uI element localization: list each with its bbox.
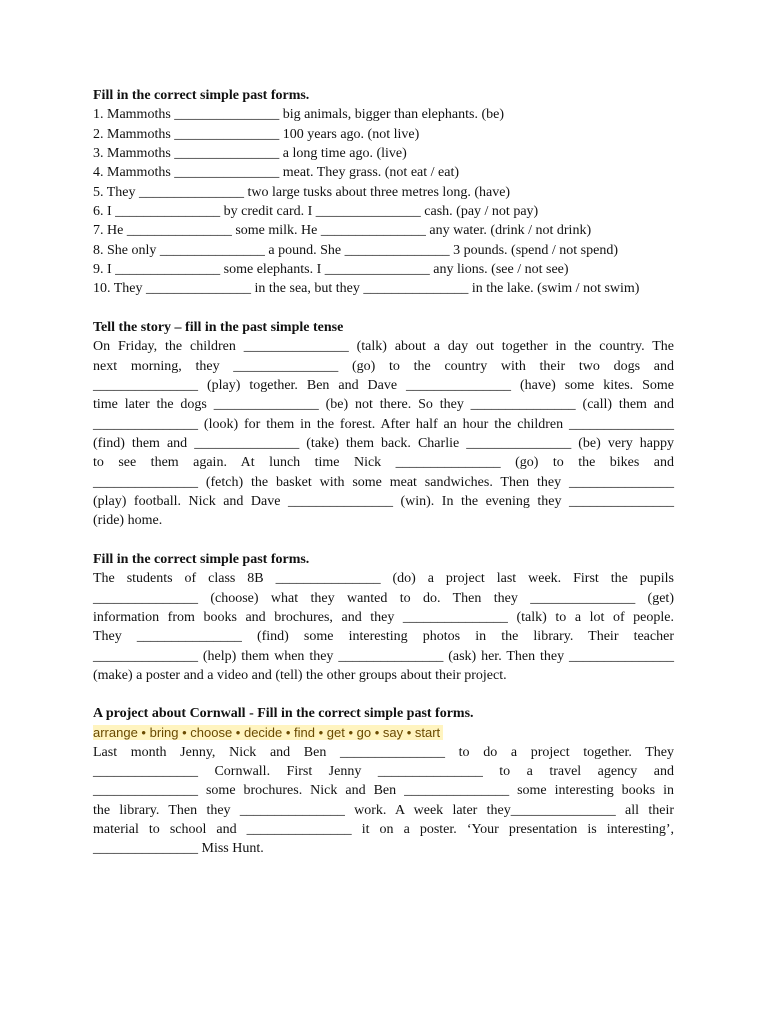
exercise-line: 4. Mammoths _______________ meat. They grass. (not eat / eat) [93, 165, 460, 181]
section-title: A project about Cornwall - Fill in the correct simple past forms. [93, 706, 474, 721]
story-line: the library. Then they _______________ work. A week later they_______________ all their [93, 802, 674, 818]
section-simple-past-mammoths [93, 86, 674, 299]
story-line: _______________ (fetch) the basket with some meat sandwiches. Then they _______________ [93, 474, 674, 490]
story-line: _______________ (look) for them in the forest. After half an hour the children _______________ [93, 416, 674, 432]
exercise-line: 1. Mammoths _______________ big animals, bigger than elephants. (be) [93, 107, 504, 123]
story-line: next morning, they _______________ (go) to the country with their two dogs and [93, 358, 674, 374]
story-line: (make) a poster and a video and (tell) the other groups about their project. [93, 667, 507, 683]
section-cornwall-project [93, 704, 674, 859]
story-line: (ride) home. [93, 513, 163, 529]
section-tell-the-story [93, 318, 674, 531]
story-line: to see them again. At lunch time Nick _______________ (go) to the bikes and [93, 455, 674, 471]
story-line: _______________ (choose) what they wanted to do. Then they _______________ (get) [93, 590, 674, 606]
story-line: material to school and _______________ it on a poster. ‘Your presentation is interesting’, [93, 821, 674, 837]
exercise-line: 5. They _______________ two large tusks about three metres long. (have) [93, 184, 511, 200]
story-line: (find) them and _______________ (take) them back. Charlie _______________ (be) very happy [93, 435, 674, 451]
story-line: The students of class 8B _______________ (do) a project last week. First the pupils [93, 571, 674, 587]
exercise-line: 7. He _______________ some milk. He _______________ any water. (drink / not drink) [93, 223, 592, 239]
section-title: Tell the story – fill in the past simple tense [93, 320, 344, 335]
story-line: On Friday, the children _______________ (talk) about a day out together in the country. The [93, 339, 674, 355]
story-line: information from books and brochures, and they _______________ (talk) to a lot of people. [93, 609, 674, 625]
story-line: _______________ Cornwall. First Jenny _______________ to a travel agency and [93, 763, 674, 779]
exercise-line: 2. Mammoths _______________ 100 years ago. (not live) [93, 126, 420, 142]
exercise-line: 6. I _______________ by credit card. I _______________ cash. (pay / not pay) [93, 203, 539, 219]
story-line: (play) football. Nick and Dave _______________ (win). In the evening they _______________ [93, 493, 674, 509]
section-title: Fill in the correct simple past forms. [93, 88, 310, 103]
word-bank: arrange • bring • choose • decide • find • get • go • say • start [93, 725, 443, 740]
exercise-line: 10. They _______________ in the sea, but they _______________ in the lake. (swim / not swim) [93, 281, 640, 297]
story-line: _______________ (play) together. Ben and Dave _______________ (have) some kites. Some [93, 377, 674, 393]
story-line: time later the dogs _______________ (be) not there. So they _______________ (call) them and [93, 397, 674, 413]
section-class-8b-project [93, 550, 674, 685]
section-title: Fill in the correct simple past forms. [93, 552, 310, 567]
exercise-line: 9. I _______________ some elephants. I _______________ any lions. (see / not see) [93, 261, 569, 277]
story-line: They _______________ (find) some interesting photos in the library. Their teacher [93, 629, 674, 645]
story-line: Last month Jenny, Nick and Ben _______________ to do a project together. They [93, 744, 674, 760]
exercise-line: 3. Mammoths _______________ a long time ago. (live) [93, 145, 407, 161]
story-line: _______________ some brochures. Nick and Ben _______________ some interesting books in [93, 783, 674, 799]
exercise-line: 8. She only _______________ a pound. She _______________ 3 pounds. (spend / not spend) [93, 242, 618, 258]
word-bank-line [93, 723, 674, 742]
story-line: _______________ Miss Hunt. [93, 841, 264, 857]
story-line: _______________ (help) them when they _______________ (ask) her. Then they _______________ [93, 648, 674, 664]
